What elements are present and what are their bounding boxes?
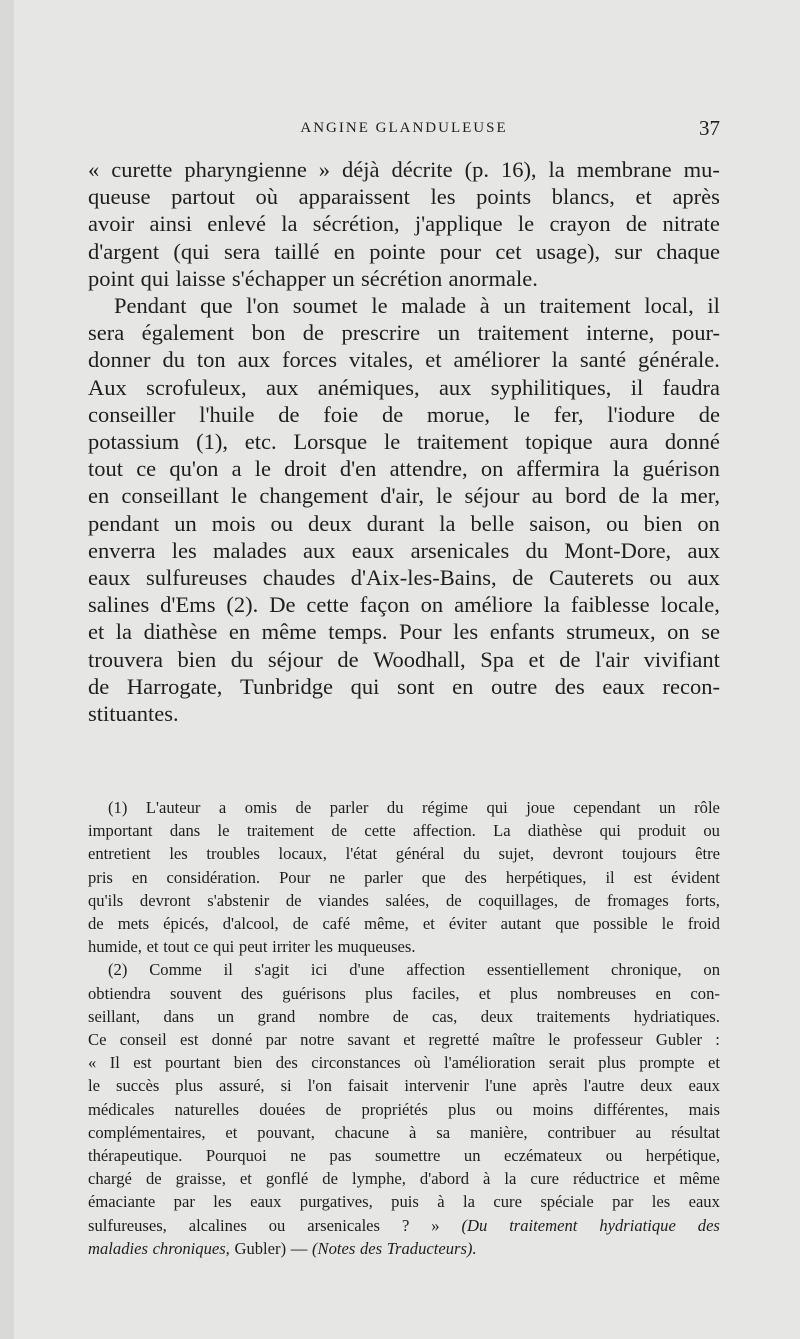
text-line: de Harrogate, Tunbridge qui sont en outre des eaux recon-: [88, 673, 720, 699]
footnote-line: Ce conseil est donné par notre savant et regretté maître le professeur Gubler :: [88, 1030, 720, 1050]
text-line: eaux sulfureuses chaudes d'Aix-les-Bains, de Cauterets ou aux: [88, 565, 720, 591]
footnotes: [88, 796, 720, 1260]
text-line: Aux scrofuleux, aux anémiques, aux syphilitiques, il faudra: [88, 374, 720, 400]
page-number: 37: [699, 116, 720, 140]
text-line: potassium (1), etc. Lorsque le traitement topique aura donné: [88, 429, 720, 455]
footnote-line: entretient les troubles locaux, l'état général du sujet, devront toujours être: [88, 844, 720, 864]
footnote-line: qu'ils devront s'abstenir de viandes salées, de coquillages, de fromages forts,: [88, 890, 720, 910]
footnote-line: obtiendra souvent des guérisons plus faciles, et plus nombreuses en con-: [88, 983, 720, 1003]
footnote-line: maladies chroniques, Gubler) — (Notes des Traducteurs).: [88, 1238, 477, 1258]
text-line: avoir ainsi enlevé la sécrétion, j'applique le crayon de nitrate: [88, 211, 720, 237]
text-line: stituantes.: [88, 701, 179, 727]
text-line: enverra les malades aux eaux arsenicales du Mont-Dore, aux: [88, 537, 720, 563]
text-line: conseiller l'huile de foie de morue, le fer, l'iodure de: [88, 401, 720, 427]
text-line: sera également bon de prescrire un traitement interne, pour-: [88, 320, 720, 346]
text-line: point qui laisse s'échapper un sécrétion anormale.: [88, 265, 538, 291]
text-line: d'argent (qui sera taillé en pointe pour cet usage), sur chaque: [88, 238, 720, 264]
text-line: donner du ton aux forces vitales, et améliorer la santé générale.: [88, 347, 720, 373]
footnote-line: émaciante par les eaux purgatives, puis à la cure spéciale par les eaux: [88, 1192, 720, 1212]
page-header: [88, 116, 720, 142]
footnote-line: (1) L'auteur a omis de parler du régime qui joue cependant un rôle: [108, 798, 720, 817]
footnote-line: seillant, dans un grand nombre de cas, deux traitements hydriatiques.: [88, 1006, 720, 1026]
text-line: et la diathèse en même temps. Pour les enfants strumeux, on se: [88, 619, 720, 645]
text-line: queuse partout où apparaissent les points blancs, et après: [88, 184, 720, 210]
text-line: tout ce qu'on a le droit d'en attendre, on affermira la guérison: [88, 456, 720, 482]
footnote-line: médicales naturelles douées de propriétés plus ou moins différentes, mais: [88, 1099, 720, 1119]
text-line: pendant un mois ou deux durant la belle saison, ou bien on: [88, 510, 720, 536]
footnote-line: pris en considération. Pour ne parler que des herpétiques, il est évident: [88, 867, 720, 887]
text-line: salines d'Ems (2). De cette façon on améliore la faiblesse locale,: [88, 592, 720, 618]
footnote-line: humide, et tout ce qui peut irriter les muqueuses.: [88, 937, 416, 957]
footnote-line: (2) Comme il s'agit ici d'une affection essentiellement chronique, on: [108, 960, 720, 980]
running-title: ANGINE GLANDULEUSE: [300, 120, 508, 136]
text-line: « curette pharyngienne » déjà décrite (p. 16), la membrane mu-: [88, 157, 720, 182]
main-text: [88, 156, 720, 727]
footnote-line: chargé de graisse, et gonflé de lymphe, d'abord à la cure réductrice et même: [88, 1169, 720, 1189]
footnote-line: thérapeutique. Pourquoi ne pas soumettre un eczémateux ou herpétique,: [88, 1146, 720, 1166]
text-line: trouvera bien du séjour de Woodhall, Spa et de l'air vivifiant: [88, 646, 720, 672]
footnote-line: de mets épicés, d'alcool, de café même, et éviter autant que possible le froid: [88, 914, 720, 934]
footnote-line: sulfureuses, alcalines ou arsenicales ? » (Du traitement hydriatique des: [88, 1215, 720, 1235]
footnote-line: « Il est pourtant bien des circonstances où l'amélioration serait plus prompte et: [88, 1053, 720, 1073]
text-line: en conseillant le changement d'air, le séjour au bord de la mer,: [88, 483, 720, 509]
footnote-line: important dans le traitement de cette affection. La diathèse qui produit ou: [88, 821, 720, 841]
footnote-line: complémentaires, et pouvant, chacune à sa manière, contribuer au résultat: [88, 1122, 720, 1142]
footnote-line: le succès plus assuré, si l'on faisait intervenir l'une après l'autre deux eaux: [88, 1076, 720, 1096]
text-line: Pendant que l'on soumet le malade à un traitement local, il: [114, 293, 720, 319]
